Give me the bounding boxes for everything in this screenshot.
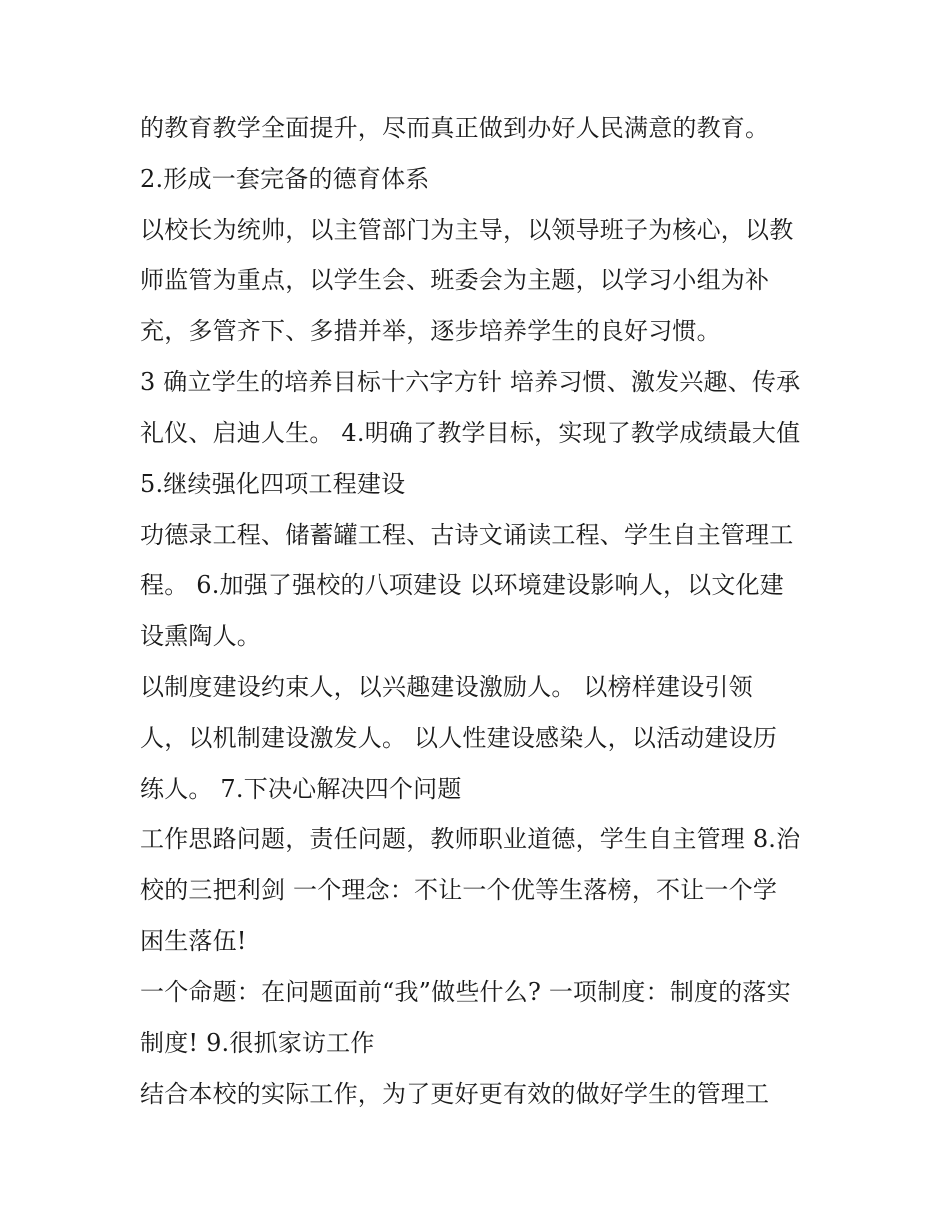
- text-line: 练人。 7.下决心解决四个问题: [140, 775, 462, 803]
- text-line: 的教育教学全面提升，尽而真正做到办好人民满意的教育。: [140, 114, 770, 142]
- text-line: 制度! 9.很抓家访工作: [140, 1029, 375, 1057]
- text-line: 充，多管齐下、多措并举，逐步培养学生的良好习惯。: [140, 317, 721, 345]
- text-line: 工作思路问题，责任问题，教师职业道德，学生自主管理 8.治: [140, 825, 801, 853]
- text-line: 以校长为统帅，以主管部门为主导，以领导班子为核心，以教: [140, 216, 794, 244]
- text-line: 师监管为重点，以学生会、班委会为主题，以学习小组为补: [140, 266, 770, 294]
- text-line: 一个命题：在问题面前“我”做些什么? 一项制度：制度的落实: [140, 978, 791, 1006]
- text-line: 功德录工程、储蓄罐工程、古诗文诵读工程、学生自主管理工: [140, 521, 794, 549]
- text-line: 2.形成一套完备的德育体系: [140, 165, 430, 193]
- text-line: 结合本校的实际工作，为了更好更有效的做好学生的管理工: [140, 1080, 770, 1108]
- text-line: 3 确立学生的培养目标十六字方针 培养习惯、激发兴趣、传承: [140, 368, 801, 396]
- text-line: 设熏陶人。: [140, 622, 261, 650]
- text-line: 困生落伍!: [140, 927, 247, 955]
- text-line: 以制度建设约束人，以兴趣建设激励人。 以榜样建设引领: [140, 673, 753, 701]
- text-line: 校的三把利剑 一个理念：不让一个优等生落榜，不让一个学: [140, 876, 778, 904]
- text-line: 程。 6.加强了强校的八项建设 以环境建设影响人，以文化建: [140, 571, 784, 599]
- text-line: 5.继续强化四项工程建设: [140, 470, 406, 498]
- text-line: 礼仪、启迪人生。 4.明确了教学目标，实现了教学成绩最大值: [140, 419, 801, 447]
- text-line: 人，以机制建设激发人。 以人性建设感染人，以活动建设历: [140, 724, 778, 752]
